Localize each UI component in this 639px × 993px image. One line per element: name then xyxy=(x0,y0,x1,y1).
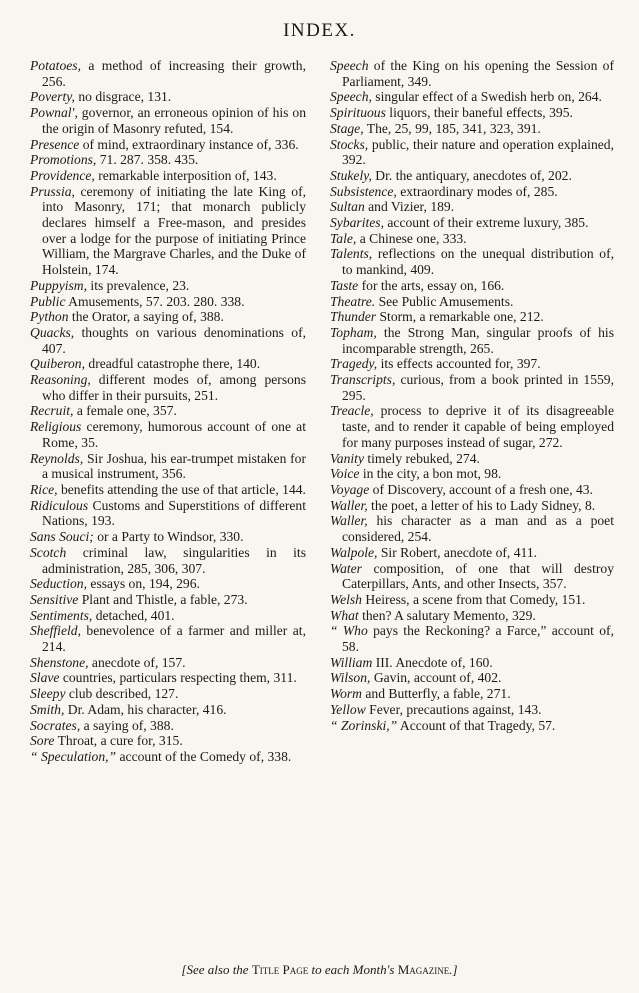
entry-keyword: Spirituous xyxy=(330,105,386,121)
index-entry xyxy=(330,231,614,247)
entry-text: III. Anecdote of, 160. xyxy=(372,654,493,670)
entry-text: Sir Robert, anecdote of, 411. xyxy=(377,544,538,560)
entry-keyword: Worm xyxy=(330,686,362,702)
entry-text: countries, particulars respecting them, 311. xyxy=(59,670,297,686)
entry-keyword: Python xyxy=(30,309,69,325)
index-entry xyxy=(30,89,306,105)
index-entry xyxy=(30,482,306,498)
entry-keyword: Reynolds, xyxy=(30,450,84,466)
entry-keyword: Talents, xyxy=(330,246,373,262)
index-entry xyxy=(330,325,614,356)
index-entry xyxy=(330,513,614,544)
index-entry xyxy=(330,89,614,105)
index-entry xyxy=(30,686,306,702)
index-entry xyxy=(330,623,614,654)
entry-text: and Butterfly, a fable, 271. xyxy=(361,686,511,702)
entry-text: pays the Reckoning? a Farce,” account of, 58. xyxy=(342,623,614,655)
index-entry xyxy=(30,733,306,749)
index-entry xyxy=(30,419,306,450)
entry-text: its effects accounted for, 397. xyxy=(377,356,541,372)
index-entry xyxy=(30,184,306,278)
footer-note xyxy=(0,962,639,978)
entry-keyword: Walpole, xyxy=(330,544,378,560)
entry-text: liquors, their baneful effects, 395. xyxy=(385,105,573,121)
index-entry xyxy=(330,403,614,450)
index-entry xyxy=(330,498,614,514)
index-entry xyxy=(330,309,614,325)
footer-middle: to each Month's xyxy=(308,962,398,977)
index-entry xyxy=(330,58,614,89)
index-entry xyxy=(330,246,614,277)
entry-keyword: What xyxy=(330,607,359,623)
entry-keyword: Quiberon, xyxy=(30,356,85,372)
entry-keyword: “ Speculation,” xyxy=(30,748,117,764)
entry-keyword: Pownal', xyxy=(30,105,78,121)
entry-keyword: Voice xyxy=(330,466,360,482)
entry-keyword: Presence xyxy=(30,136,80,152)
entry-text: Throat, a cure for, 315. xyxy=(54,733,183,749)
entry-keyword: Welsh xyxy=(330,591,362,607)
index-entry xyxy=(30,278,306,294)
entry-keyword: Rice, xyxy=(30,481,58,497)
index-entry xyxy=(30,403,306,419)
page-title: INDEX. xyxy=(283,20,356,41)
entry-keyword: Wilson, xyxy=(330,670,371,686)
entry-keyword: Potatoes, xyxy=(30,58,81,73)
index-entry xyxy=(330,545,614,561)
entry-text: Plant and Thistle, a fable, 273. xyxy=(78,591,248,607)
index-entry xyxy=(30,576,306,592)
entry-keyword: Puppyism, xyxy=(30,277,88,293)
index-entry xyxy=(30,105,306,136)
entry-text: Customs and Superstitions of different Nations, 193. xyxy=(42,497,306,529)
index-entry xyxy=(330,686,614,702)
entry-keyword: Ridiculous xyxy=(30,497,89,513)
index-entry xyxy=(330,199,614,215)
entry-keyword: Reasoning, xyxy=(30,372,91,388)
index-entry xyxy=(30,655,306,671)
entry-keyword: Scotch xyxy=(30,544,67,560)
footer-title-page: Title Page xyxy=(251,962,309,977)
entry-keyword: Speech, xyxy=(330,89,372,105)
entry-text: club described, 127. xyxy=(65,686,179,702)
entry-text: essays on, 194, 296. xyxy=(87,576,200,592)
entry-keyword: Socrates, xyxy=(30,717,81,733)
index-column-right xyxy=(330,58,614,733)
entry-text: benefits attending the use of that article, 144. xyxy=(57,481,306,497)
entry-keyword: Sore xyxy=(30,733,55,749)
entry-text: for the arts, essay on, 166. xyxy=(358,277,505,293)
entry-keyword: Promotions, xyxy=(30,152,97,168)
footer-open: [See also the xyxy=(181,962,252,977)
entry-keyword: Seduction, xyxy=(30,576,88,592)
entry-keyword: Voyage xyxy=(330,481,370,497)
index-entry xyxy=(30,702,306,718)
entry-text: detached, 401. xyxy=(92,607,175,623)
index-entry xyxy=(330,121,614,137)
index-entry xyxy=(330,592,614,608)
entry-text: benevolence of a farmer and miller at, 214. xyxy=(42,623,306,655)
entry-text: Sir Joshua, his ear-trumpet mistaken for a musical instrument, 356. xyxy=(42,450,306,482)
entry-keyword: Recruit, xyxy=(30,403,74,419)
entry-text: the poet, a letter of his to Lady Sidney, 8. xyxy=(367,497,596,513)
entry-keyword: Topham, xyxy=(330,324,377,340)
entry-keyword: Providence, xyxy=(30,167,95,183)
entry-keyword: Public xyxy=(30,293,66,309)
entry-keyword: Shenstone, xyxy=(30,654,89,670)
entry-text: no disgrace, 131. xyxy=(74,89,172,105)
entry-text: Amusements, 57. 203. 280. 338. xyxy=(65,293,245,309)
entry-keyword: William xyxy=(330,654,373,670)
index-entry xyxy=(330,294,614,310)
index-entry xyxy=(30,608,306,624)
entry-keyword: Slave xyxy=(30,670,60,686)
entry-text: a saying of, 388. xyxy=(80,717,174,733)
index-entry xyxy=(330,168,614,184)
entry-text: account of their extreme luxury, 385. xyxy=(384,215,589,231)
entry-keyword: Sheffield, xyxy=(30,623,81,639)
index-entry xyxy=(330,608,614,624)
entry-text: criminal law, singularities in its administration, 285, 306, 307. xyxy=(42,544,306,576)
entry-keyword: Transcripts, xyxy=(330,372,396,388)
index-entry xyxy=(330,718,614,734)
index-entry xyxy=(30,545,306,576)
entry-keyword: Sentiments, xyxy=(30,607,93,623)
index-entry xyxy=(30,623,306,654)
entry-keyword: Waller, xyxy=(330,497,368,513)
entry-keyword: Water xyxy=(330,560,362,576)
entry-keyword: Religious xyxy=(30,419,82,435)
footer-magazine: Magazine xyxy=(397,962,450,977)
index-entry xyxy=(30,372,306,403)
index-entry xyxy=(30,451,306,482)
entry-text: of Discovery, account of a fresh one, 43. xyxy=(369,481,593,497)
index-entry xyxy=(330,372,614,403)
index-entry xyxy=(330,184,614,200)
index-entry xyxy=(30,58,306,89)
index-entry xyxy=(30,670,306,686)
index-entry xyxy=(330,670,614,686)
index-entry xyxy=(30,325,306,356)
entry-text: Storm, a remarkable one, 212. xyxy=(376,309,544,325)
entry-text: dreadful catastrophe there, 140. xyxy=(85,356,261,372)
entry-text: Dr. Adam, his character, 416. xyxy=(64,701,227,717)
entry-text: 71. 287. 358. 435. xyxy=(96,152,199,168)
index-entry xyxy=(330,561,614,592)
entry-text: Account of that Tragedy, 57. xyxy=(397,717,556,733)
entry-text: of mind, extraordinary instance of, 336. xyxy=(79,136,299,152)
index-entry xyxy=(30,592,306,608)
index-entry xyxy=(30,718,306,734)
entry-text: ceremony of initiating the late King of, into Masonry, 171; that monarch publicly declares himself a Free-mason, and presides over a lodge for the purpose of initiating Prince William, the Margrave Charles, and the Duke of Holstein, 174. xyxy=(42,183,306,278)
index-entry xyxy=(30,152,306,168)
entry-text: extraordinary modes of, 285. xyxy=(396,183,558,199)
entry-text: and Vizier, 189. xyxy=(364,199,455,215)
index-entry xyxy=(330,466,614,482)
index-entry xyxy=(330,482,614,498)
entry-text: curious, from a book printed in 1559, 295. xyxy=(342,372,614,403)
entry-text: Dr. the antiquary, anecdotes of, 202. xyxy=(371,167,572,183)
entry-text: a Chinese one, 333. xyxy=(356,230,467,246)
entry-text: reflections on the unequal distribution of, to mankind, 409. xyxy=(342,246,614,278)
entry-text: account of the Comedy of, 338. xyxy=(116,748,292,764)
entry-text: Fever, precautions against, 143. xyxy=(365,701,542,717)
entry-keyword: Thunder xyxy=(330,309,377,325)
index-entry xyxy=(30,137,306,153)
entry-text: his character as a man and as a poet considered, 254. xyxy=(342,513,614,545)
entry-text: composition, of one that will destroy Caterpillars, Ants, and other Insects, 357. xyxy=(342,560,614,592)
entry-text: See Public Amusements. xyxy=(375,293,514,309)
index-entry xyxy=(30,749,306,765)
entry-text: its prevalence, 23. xyxy=(87,277,190,293)
entry-text: then? A salutary Memento, 329. xyxy=(358,607,536,623)
entry-keyword: Prussia, xyxy=(30,183,75,199)
entry-keyword: Sensitive xyxy=(30,591,79,607)
entry-keyword: Tragedy, xyxy=(330,356,378,372)
entry-text: The, 25, 99, 185, 341, 323, 391. xyxy=(363,120,541,136)
entry-text: of the King on his opening the Session of Parliament, 349. xyxy=(342,58,614,89)
entry-keyword: Waller, xyxy=(330,513,368,529)
entry-keyword: Poverty, xyxy=(30,89,75,105)
entry-text: different modes of, among persons who differ in their pursuits, 251. xyxy=(42,372,306,403)
index-column-left xyxy=(30,58,306,765)
index-entry xyxy=(330,215,614,231)
entry-keyword: Quacks, xyxy=(30,324,75,340)
entry-text: process to deprive it of its disagreeable taste, and to render it capable of being employed for many purposes instead of sugar, 272. xyxy=(342,403,614,450)
entry-text: the Strong Man, singular proofs of his incomparable strength, 265. xyxy=(342,324,614,356)
entry-keyword: Vanity xyxy=(330,450,364,466)
entry-keyword: Theatre. xyxy=(330,293,376,309)
index-entry xyxy=(330,137,614,168)
entry-text: public, their nature and operation explained, 392. xyxy=(342,136,614,168)
entry-text: a female one, 357. xyxy=(73,403,177,419)
entry-text: governor, an erroneous opinion of his on the origin of Masonry refuted, 154. xyxy=(42,105,306,136)
index-entry xyxy=(330,655,614,671)
index-entry xyxy=(30,168,306,184)
entry-keyword: Yellow xyxy=(330,701,366,717)
entry-text: in the city, a bon mot, 98. xyxy=(359,466,502,482)
footer-close: .] xyxy=(449,962,458,977)
entry-text: timely rebuked, 274. xyxy=(363,450,480,466)
entry-text: remarkable interposition of, 143. xyxy=(94,167,277,183)
entry-text: Gavin, account of, 402. xyxy=(370,670,502,686)
entry-keyword: Stukely, xyxy=(330,167,372,183)
entry-keyword: Sultan xyxy=(330,199,365,215)
entry-keyword: Sybarites, xyxy=(330,215,384,231)
entry-text: thoughts on various denominations of, 407. xyxy=(42,324,306,356)
entry-keyword: “ Zorinski,” xyxy=(330,717,398,733)
entry-keyword: Subsistence, xyxy=(330,183,397,199)
index-entry xyxy=(30,498,306,529)
index-entry xyxy=(330,702,614,718)
entry-keyword: Speech xyxy=(330,58,369,73)
entry-keyword: Smith, xyxy=(30,701,65,717)
entry-keyword: “ Who xyxy=(330,623,368,639)
entry-text: anecdote of, 157. xyxy=(88,654,186,670)
entry-keyword: Treacle, xyxy=(330,403,374,419)
index-entry xyxy=(30,309,306,325)
entry-keyword: Sans Souci; xyxy=(30,529,94,545)
entry-keyword: Stocks, xyxy=(330,136,369,152)
index-entry xyxy=(30,294,306,310)
entry-keyword: Taste xyxy=(330,277,359,293)
index-entry xyxy=(30,529,306,545)
entry-keyword: Tale, xyxy=(330,230,357,246)
index-entry xyxy=(330,451,614,467)
entry-text: or a Party to Windsor, 330. xyxy=(93,529,244,545)
entry-text: singular effect of a Swedish herb on, 264. xyxy=(371,89,602,105)
entry-text: ceremony, humorous account of one at Rome, 35. xyxy=(42,419,306,450)
entry-text: the Orator, a saying of, 388. xyxy=(68,309,224,325)
entry-text: a method of increasing their growth, 256. xyxy=(42,58,306,89)
index-entry xyxy=(330,278,614,294)
entry-keyword: Stage, xyxy=(330,120,364,136)
entry-text: Heiress, a scene from that Comedy, 151. xyxy=(361,591,586,607)
index-entry xyxy=(30,356,306,372)
entry-keyword: Sleepy xyxy=(30,686,66,702)
index-entry xyxy=(330,105,614,121)
index-entry xyxy=(330,356,614,372)
